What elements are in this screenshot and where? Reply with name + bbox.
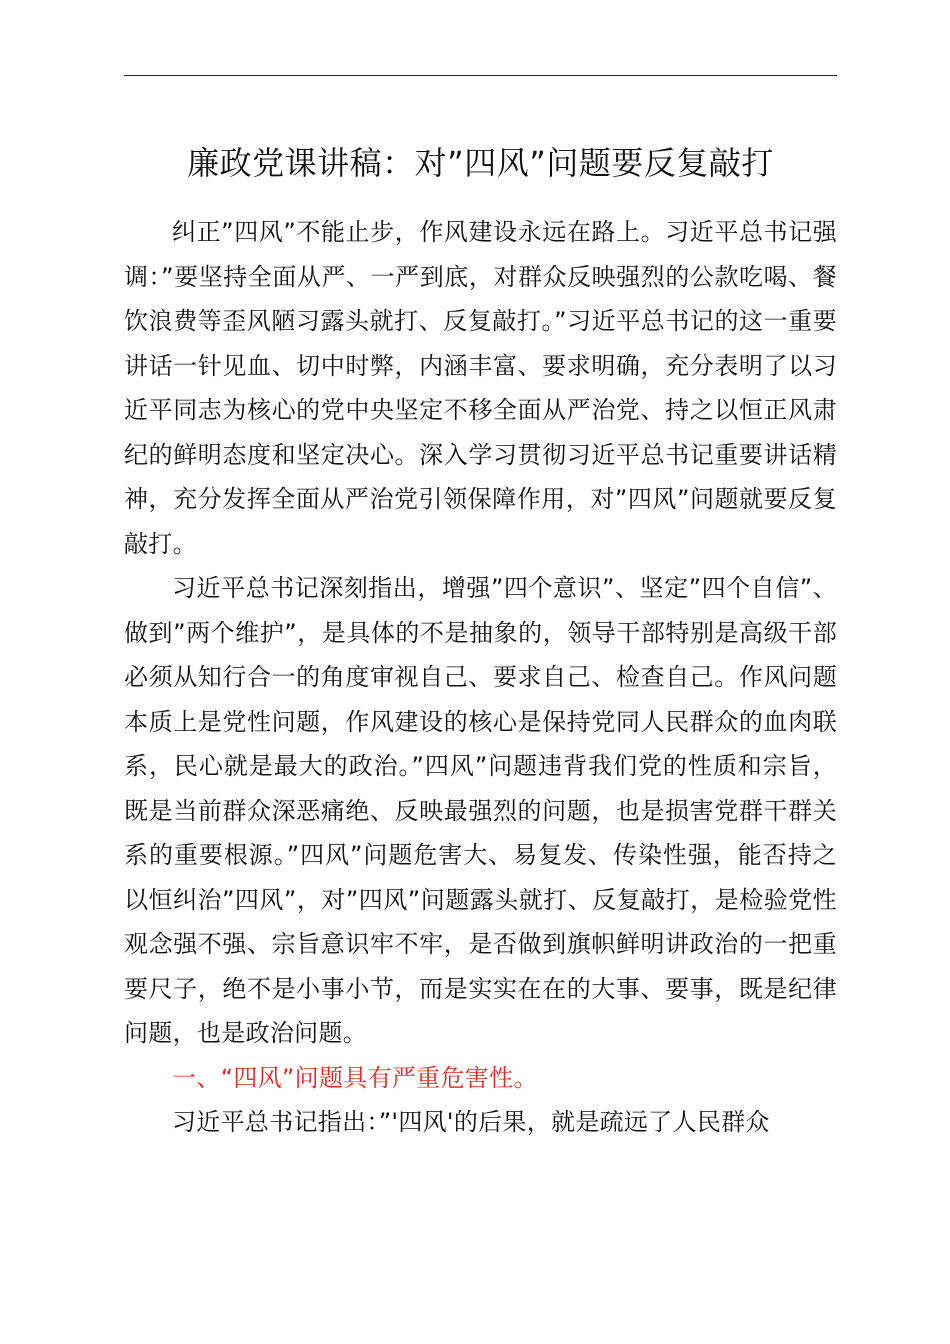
document-title: 廉政党课讲稿：对”四风”问题要反复敲打 [187, 144, 774, 182]
paragraph-analysis: 习近平总书记深刻指出，增强”四个意识”、坚定”四个自信”、做到”两个维护”，是具体的不是抽象的，领导干部特别是高级干部必须从知行合一的角度审视自己、要求自己、检查自己。作风问题本质上是党性问题，作风建设的核心是保持党同人民群众的血肉联系，民心就是最大的政治。”四风”问题违背我们党的性质和宗旨，既是当前群众深恶痛绝、反映最强烈的问题，也是损害党群干群关系的重要根源。”四风”问题危害大、易复发、传染性强，能否持之以恒纠治”四风”，对”四风”问题露头就打、反复敲打，是检验党性观念强不强、宗旨意识牢不牢，是否做到旗帜鲜明讲政治的一把重要尺子，绝不是小事小节，而是实实在在的大事、要事，既是纪律问题，也是政治问题。 [124, 574, 837, 1047]
header-rule [124, 75, 837, 76]
section-heading: 一、“四风”问题具有严重危害性。 [172, 1063, 538, 1092]
document-body [124, 210, 837, 1145]
paragraph-closing: 习近平总书记指出：”'四风'的后果，就是疏远了人民群众 [172, 1108, 770, 1136]
paragraph-intro: 纠正”四风”不能止步，作风建设永远在路上。习近平总书记强调：”要坚持全面从严、一严到底，对群众反映强烈的公款吃喝、餐饮浪费等歪风陋习露头就打、反复敲打。”习近平总书记的这一重要讲话一针见血、切中时弊，内涵丰富、要求明确，充分表明了以习近平同志为核心的党中央坚定不移全面从严治党、持之以恒正风肃纪的鲜明态度和坚定决心。深入学习贯彻习近平总书记重要讲话精神，充分发挥全面从严治党引领保障作用，对”四风”问题就要反复敲打。 [124, 218, 837, 558]
